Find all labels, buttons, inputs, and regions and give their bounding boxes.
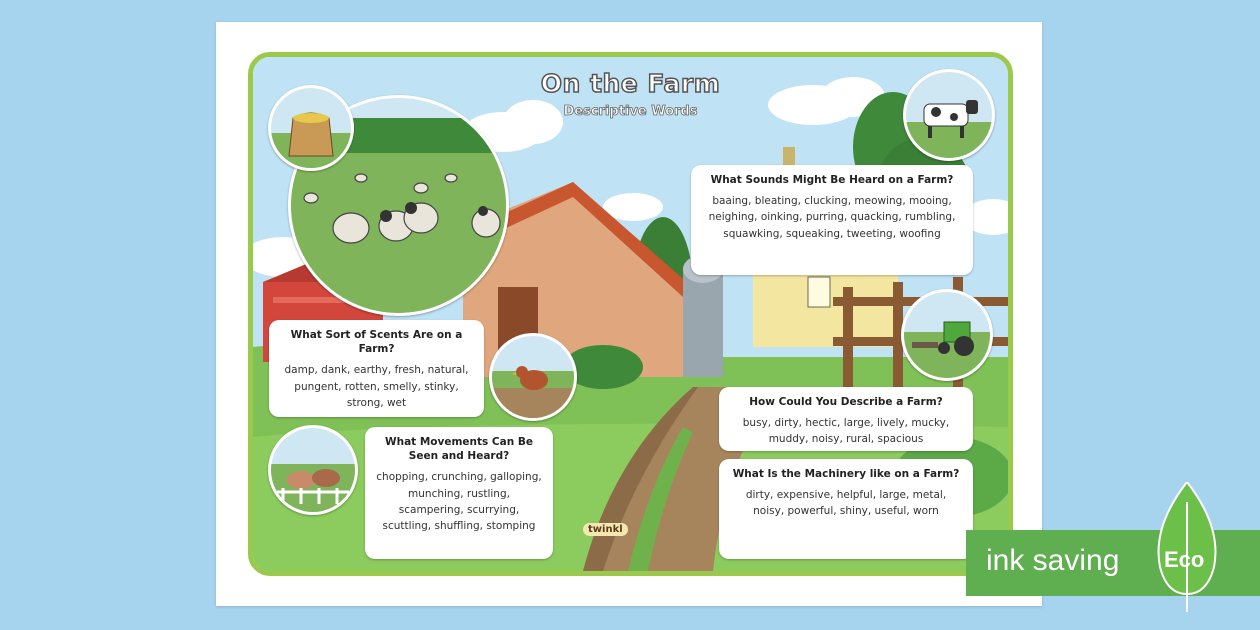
twinkl-logo: twinkl — [583, 523, 628, 536]
grain-sack-circle — [268, 85, 354, 171]
poster-subtitle: Descriptive Words — [563, 104, 698, 119]
sounds-box — [691, 165, 973, 275]
describe-words: busy, dirty, hectic, large, lively, mucky, muddy, noisy, rural, spacious — [742, 417, 950, 446]
poster-frame — [248, 52, 1013, 576]
cow-circle — [903, 69, 995, 161]
movements-words: chopping, crunching, galloping, munching, rustling, scampering, scurrying, scuttling, shuffling, stomping — [376, 471, 542, 533]
movements-heading: What Movements Can Be Seen and Heard? — [385, 436, 533, 463]
machinery-heading: What Is the Machinery like on a Farm? — [732, 468, 960, 480]
ink-saving-label: ink saving — [986, 544, 1120, 577]
eco-label: Eco — [1164, 547, 1205, 572]
tractor-icon — [904, 292, 990, 378]
tractor-circle — [901, 289, 993, 381]
sounds-words: baaing, bleating, clucking, meowing, mooing, neighing, oinking, purring, quacking, rumbling, squawking, squeaking, tweeting, woofing — [708, 195, 956, 240]
describe-heading: How Could You Describe a Farm? — [749, 396, 943, 408]
scents-heading: What Sort of Scents Are on a Farm? — [290, 329, 463, 356]
sack-icon — [271, 88, 351, 168]
machinery-box — [719, 459, 973, 559]
movements-box — [365, 427, 553, 559]
cow-icon — [906, 72, 992, 158]
poster-title: On the Farm — [540, 69, 721, 98]
describe-box — [719, 387, 973, 451]
pigs-circle — [268, 425, 358, 515]
sounds-heading: What Sounds Might Be Heard on a Farm? — [710, 174, 954, 186]
scents-words: damp, dank, earthy, fresh, natural, pungent, rotten, smelly, stinky, strong, wet — [284, 364, 469, 409]
hen-icon — [492, 336, 574, 418]
pig-icon — [271, 428, 355, 512]
scents-box — [269, 320, 484, 417]
machinery-words: dirty, expensive, helpful, large, metal, noisy, powerful, shiny, useful, worn — [745, 489, 947, 518]
hen-circle — [489, 333, 577, 421]
